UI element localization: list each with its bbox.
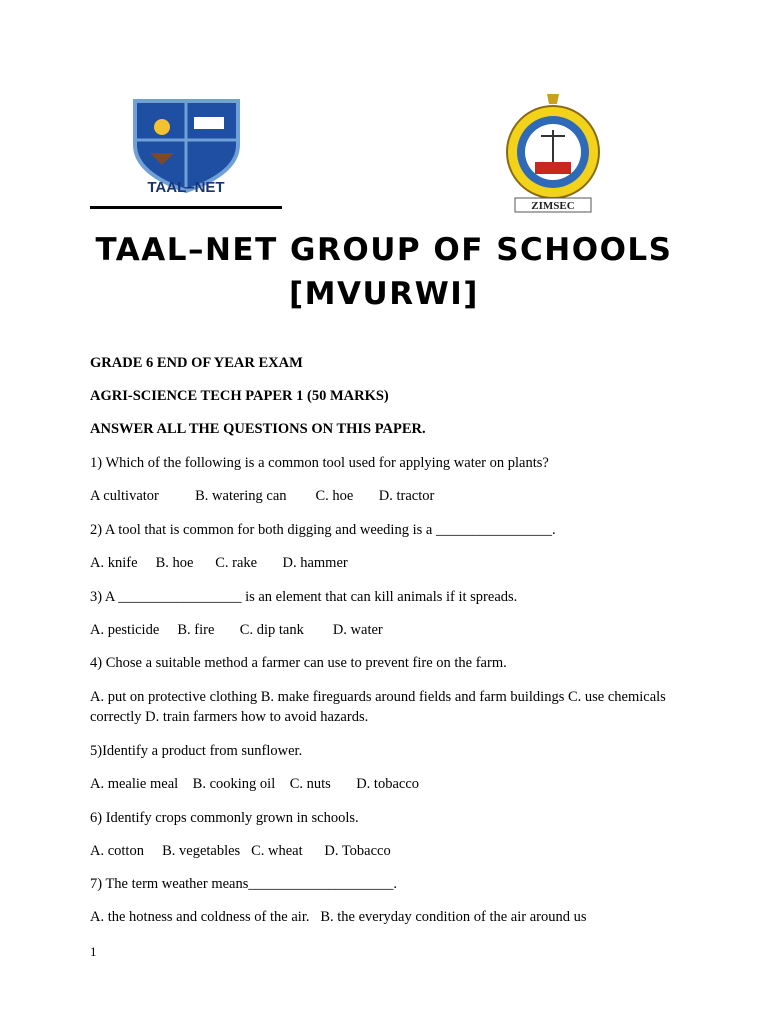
answers-1: A cultivator B. watering can C. hoe D. tractor xyxy=(90,488,435,504)
title-line-1: TAAL–NET GROUP OF SCHOOLS xyxy=(95,232,673,268)
taal-net-logo-text: TAAL–NET xyxy=(147,179,225,196)
question-5: 5)Identify a product from sunflower. xyxy=(90,743,303,759)
school-shield-crest-icon xyxy=(90,95,270,207)
title-line-2: [MVURWI] xyxy=(289,276,479,312)
zimsec-logo xyxy=(497,90,609,216)
question-1: 1) Which of the following is a common tool used for applying water on plants? xyxy=(90,455,549,471)
grade-line: GRADE 6 END OF YEAR EXAM xyxy=(90,355,303,371)
answers-6: A. cotton B. vegetables C. wheat D. Tobacco xyxy=(90,843,391,859)
zimsec-seal-icon xyxy=(497,90,609,216)
instruction-line: ANSWER ALL THE QUESTIONS ON THIS PAPER. xyxy=(90,421,426,437)
answers-2: A. knife B. hoe C. rake D. hammer xyxy=(90,555,348,571)
question-3: 3) A _________________ is an element that can kill animals if it spreads. xyxy=(90,589,518,605)
question-6: 6) Identify crops commonly grown in schools. xyxy=(90,810,359,826)
question-4: 4) Chose a suitable method a farmer can use to prevent fire on the farm. xyxy=(90,655,507,671)
answers-3: A. pesticide B. fire C. dip tank D. water xyxy=(90,622,383,638)
answers-5: A. mealie meal B. cooking oil C. nuts D. tobacco xyxy=(90,776,420,792)
logo-underline xyxy=(90,206,282,209)
taal-net-logo xyxy=(90,95,270,207)
paper-line: AGRI-SCIENCE TECH PAPER 1 (50 MARKS) xyxy=(90,388,389,404)
question-7: 7) The term weather means____________________. xyxy=(90,876,397,892)
page-number: 1 xyxy=(90,944,97,959)
question-2: 2) A tool that is common for both digging and weeding is a ________________. xyxy=(90,522,556,538)
answers-7: A. the hotness and coldness of the air. B. the everyday condition of the air around us xyxy=(90,909,587,925)
zimsec-logo-text: ZIMSEC xyxy=(531,200,575,212)
answers-4: A. put on protective clothing B. make fireguards around fields and farm buildings C. use chemicals correctly D. train farmers how to avoid hazards. xyxy=(90,689,666,725)
page-title xyxy=(0,228,768,316)
